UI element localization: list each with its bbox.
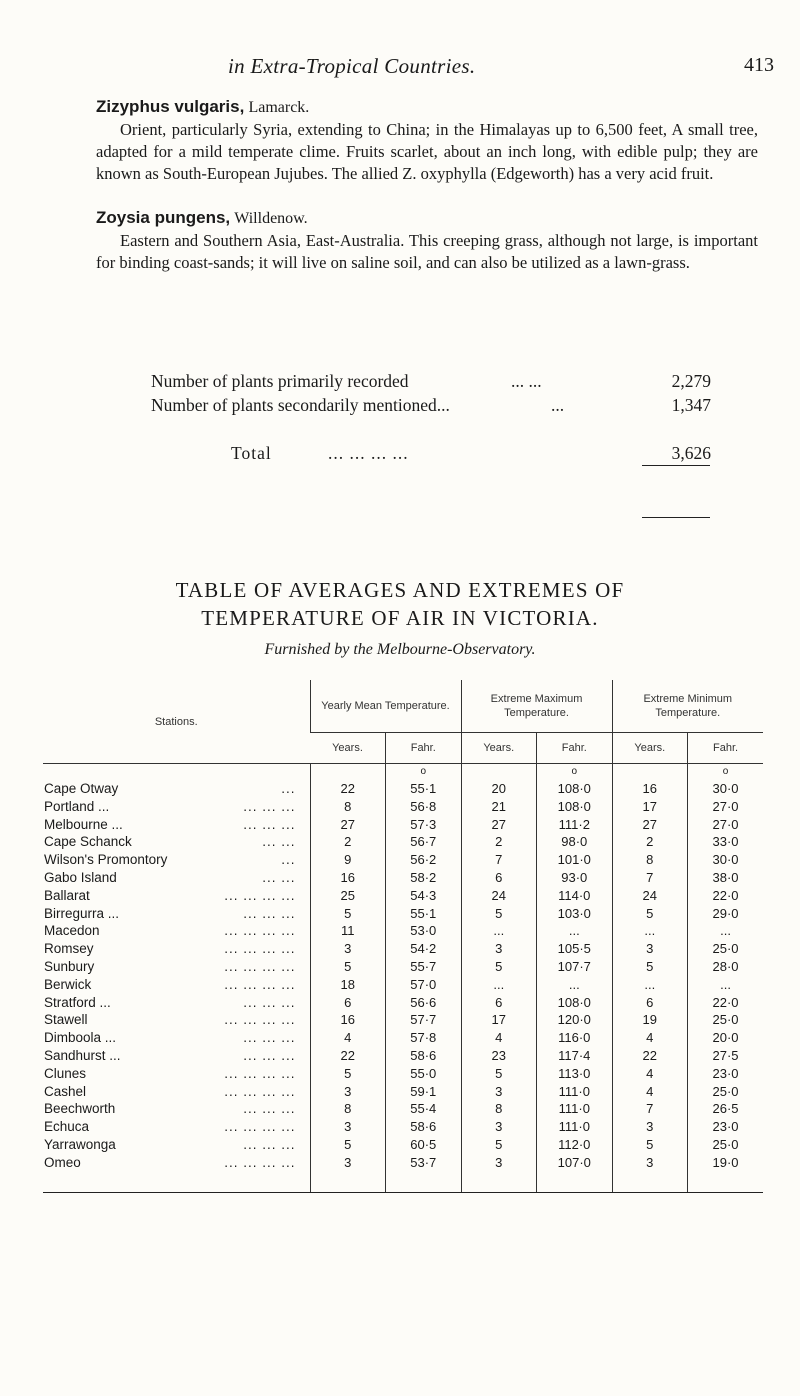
min-fahr-cell: 27·0 [688,816,764,834]
leader-dots: ... [281,852,296,868]
count-value: 2,279 [671,371,711,391]
max-fahr-cell: 93·0 [537,869,613,887]
min-years-cell: 24 [612,887,688,905]
min-years-cell: ... [612,976,688,994]
min-years-cell: 5 [612,905,688,923]
station-name: Cashel [44,1083,87,1099]
max-fahr-cell: 111·2 [537,816,613,834]
min-fahr-cell: 25·0 [688,1136,764,1154]
station-name: Sandhurst ... [44,1047,121,1063]
max-fahr-cell: ... [537,976,613,994]
table-row [43,1154,763,1192]
leader-dots: ... ... ... ... [224,1154,296,1170]
table-title-line2: TEMPERATURE OF AIR IN VICTORIA. [201,606,599,630]
max-years-cell: 2 [461,833,537,851]
station-cell [43,1083,310,1101]
max-years-cell: 3 [461,1118,537,1136]
mean-years-cell: 22 [310,1047,386,1065]
min-years-cell: 5 [612,1136,688,1154]
leader-dots: ... ... ... ... [224,923,296,939]
table-title-line1: TABLE OF AVERAGES AND EXTREMES OF [175,578,625,602]
entry-zizyphus [96,96,758,185]
min-fahr-cell: 38·0 [688,869,764,887]
station-cell [43,1154,310,1192]
total-value: 3,626 [671,443,711,463]
mean-years-cell: 2 [310,833,386,851]
table-row [43,816,763,834]
station-name: Macedon [44,923,100,939]
station-cell [43,994,310,1012]
station-name: Stratford ... [44,994,111,1010]
table-body [43,764,763,1192]
col-years: Years. [310,733,386,764]
station-name: Clunes [44,1065,87,1081]
mean-years-cell: 3 [310,1154,386,1192]
max-years-cell: 6 [461,994,537,1012]
count-secondary [151,395,711,419]
max-fahr-cell: 111·0 [537,1100,613,1118]
mean-fahr-cell: 57·8 [386,1029,462,1047]
max-fahr-cell: 101·0 [537,851,613,869]
leader-dots: ... ... ... ... [224,1065,296,1081]
entry-zoysia [96,207,758,274]
min-years-cell: 16 [612,780,688,798]
mean-fahr-cell: 55·4 [386,1100,462,1118]
max-years-cell: 21 [461,798,537,816]
min-fahr-cell: 27·5 [688,1047,764,1065]
leader-dots: ... ... ... [243,994,296,1010]
mean-fahr-cell: 55·1 [386,905,462,923]
mean-fahr-cell: 60·5 [386,1136,462,1154]
mean-fahr-cell: 57·0 [386,976,462,994]
leader-dots: ... ... ... ... [224,941,296,957]
min-years-cell: 7 [612,869,688,887]
count-label: Number of plants primarily recorded [151,371,409,391]
mean-years-cell: 3 [310,1083,386,1101]
station-name: Stawell [44,1012,88,1028]
min-years-cell: 6 [612,994,688,1012]
max-fahr-cell: 108·0 [537,798,613,816]
max-years-cell: 23 [461,1047,537,1065]
mean-years-cell: 5 [310,905,386,923]
leader-dots: ... ... ... [243,905,296,921]
max-fahr-cell: 120·0 [537,1011,613,1029]
min-fahr-cell: 25·0 [688,940,764,958]
min-fahr-cell: 20·0 [688,1029,764,1047]
station-name: Cape Otway [44,781,119,796]
min-years-cell: 2 [612,833,688,851]
leader-dots: ... ... ... ... [224,1083,296,1099]
min-years-cell: 4 [612,1029,688,1047]
station-name: Ballarat [44,887,90,903]
station-name: Yarrawonga [44,1136,116,1152]
leader-dots: ... [551,395,565,415]
station-cell [43,1047,310,1065]
table-source: Furnished by the Melbourne-Observatory. [264,641,536,658]
max-years-cell: 20 [461,780,537,798]
max-fahr-cell: ... [537,922,613,940]
table-row [43,1047,763,1065]
count-total [151,443,711,467]
max-years-cell: 5 [461,905,537,923]
mean-fahr-cell: 56·6 [386,994,462,1012]
entry-heading [96,96,758,119]
table-row [43,976,763,994]
count-label: Number of plants secondarily mentioned... [151,395,450,415]
max-years-cell: ... [461,976,537,994]
leader-dots: ... ... ... [243,798,296,814]
max-years-cell: 3 [461,1083,537,1101]
min-fahr-cell: 29·0 [688,905,764,923]
leader-dots: ... ... [262,834,296,850]
table-row [43,1011,763,1029]
table-row [43,1100,763,1118]
station-name: Cape Schanck [44,834,132,850]
table-row [43,1083,763,1101]
station-cell [43,887,310,905]
col-years: Years. [612,733,688,764]
table-row [43,958,763,976]
degree-mark: o [386,764,462,781]
max-years-cell: 24 [461,887,537,905]
leader-dots: ... ... ... [243,1030,296,1046]
mean-years-cell: 5 [310,1065,386,1083]
station-name: Sunbury [44,958,95,974]
entry-name: Zoysia pungens, [96,208,231,227]
max-years-cell: 5 [461,1136,537,1154]
count-value: 1,347 [671,395,711,415]
max-fahr-cell: 113·0 [537,1065,613,1083]
mean-years-cell: 8 [310,1100,386,1118]
station-cell [43,1136,310,1154]
mean-fahr-cell: 55·7 [386,958,462,976]
mean-fahr-cell: 53·7 [386,1154,462,1192]
table-row [43,869,763,887]
mean-years-cell: 25 [310,887,386,905]
max-years-cell: 5 [461,1065,537,1083]
mean-years-cell: 4 [310,1029,386,1047]
station-cell [43,976,310,994]
mean-fahr-cell: 58·2 [386,869,462,887]
leader-dots: ... ... ... [243,816,296,832]
station-cell [43,816,310,834]
extreme-max-header: Extreme Maximum Temperature. [461,680,612,733]
max-years-cell: 5 [461,958,537,976]
leader-dots: ... ... ... ... [224,976,296,992]
mean-fahr-cell: 57·3 [386,816,462,834]
mean-years-cell: 9 [310,851,386,869]
station-cell [43,922,310,940]
mean-fahr-cell: 54·2 [386,940,462,958]
max-fahr-cell: 111·0 [537,1083,613,1101]
temperature-table [43,680,763,1193]
min-fahr-cell: 28·0 [688,958,764,976]
leader-dots: ... ... ... ... [224,958,296,974]
min-fahr-cell: 27·0 [688,798,764,816]
leader-dots: ... ... ... ... [224,887,296,903]
station-name: Wilson's Promontory [44,852,168,868]
sum-rule-top [642,465,710,466]
min-fahr-cell: 23·0 [688,1065,764,1083]
min-fahr-cell: 22·0 [688,887,764,905]
mean-years-cell: 3 [310,940,386,958]
table-row [43,851,763,869]
min-fahr-cell: 30·0 [688,780,764,798]
station-name: Birregurra ... [44,905,120,921]
mean-years-cell: 18 [310,976,386,994]
max-years-cell: 17 [461,1011,537,1029]
station-cell [43,851,310,869]
mean-fahr-cell: 58·6 [386,1047,462,1065]
max-years-cell: 8 [461,1100,537,1118]
degree-mark: o [537,764,613,781]
leader-dots: ... ... ... ... [224,1119,296,1135]
max-fahr-cell: 116·0 [537,1029,613,1047]
mean-fahr-cell: 53·0 [386,922,462,940]
table-row [43,994,763,1012]
leader-dots: ... ... ... ... [328,443,409,463]
col-fahr: Fahr. [386,733,462,764]
mean-years-cell: 5 [310,1136,386,1154]
station-cell [43,1065,310,1083]
max-years-cell: 6 [461,869,537,887]
leader-dots: ... ... ... [243,1047,296,1063]
table-row [43,1065,763,1083]
leader-dots: ... ... ... [243,1136,296,1152]
min-fahr-cell: 19·0 [688,1154,764,1192]
mean-fahr-cell: 57·7 [386,1011,462,1029]
max-fahr-cell: 114·0 [537,887,613,905]
mean-years-cell: 6 [310,994,386,1012]
station-name: Berwick [44,976,92,992]
table-row [43,887,763,905]
min-fahr-cell: 25·0 [688,1083,764,1101]
max-fahr-cell: 103·0 [537,905,613,923]
station-name: Beechworth [44,1101,116,1117]
min-fahr-cell: 25·0 [688,1011,764,1029]
mean-fahr-cell: 59·1 [386,1083,462,1101]
station-cell [43,833,310,851]
table-row [43,922,763,940]
max-fahr-cell: 117·4 [537,1047,613,1065]
degree-row [43,764,763,781]
station-cell [43,1011,310,1029]
mean-fahr-cell: 58·6 [386,1118,462,1136]
station-cell [43,798,310,816]
mean-fahr-cell: 56·7 [386,833,462,851]
mean-fahr-cell: 54·3 [386,887,462,905]
max-fahr-cell: 108·0 [537,780,613,798]
mean-fahr-cell: 55·0 [386,1065,462,1083]
min-fahr-cell: 22·0 [688,994,764,1012]
station-cell [43,869,310,887]
extreme-min-header: Extreme Minimum Temperature. [612,680,763,733]
leader-dots: ... ... [511,371,542,391]
degree-mark: o [688,764,764,781]
station-name: Portland ... [44,798,110,814]
leader-dots: ... ... [262,869,296,885]
page-number: 413 [744,54,774,76]
max-fahr-cell: 98·0 [537,833,613,851]
min-years-cell: 3 [612,1154,688,1192]
entry-authority: Lamarck. [248,99,310,116]
table-row [43,1029,763,1047]
max-years-cell: 3 [461,940,537,958]
station-cell [43,780,310,798]
max-fahr-cell: 105·5 [537,940,613,958]
leader-dots: ... [281,781,296,796]
min-years-cell: 5 [612,958,688,976]
min-fahr-cell: 33·0 [688,833,764,851]
entry-text: Eastern and Southern Asia, East-Australia. This creeping grass, although not large, is important for binding coast-sands; it will live on saline soil, and can also be utilized as a lawn-grass. [96,231,758,272]
plant-counts [151,371,711,467]
page-header [0,50,800,80]
mean-years-cell: 8 [310,798,386,816]
col-fahr: Fahr. [688,733,764,764]
min-years-cell: 4 [612,1065,688,1083]
entry-heading [96,207,758,230]
mean-years-cell: 16 [310,869,386,887]
station-cell [43,940,310,958]
running-title: in Extra-Tropical Countries. [228,54,476,78]
station-cell [43,1100,310,1118]
min-fahr-cell: ... [688,922,764,940]
min-fahr-cell: 30·0 [688,851,764,869]
mean-fahr-cell: 55·1 [386,780,462,798]
entry-name: Zizyphus vulgaris, [96,97,245,116]
station-name: Dimboola ... [44,1030,117,1046]
min-years-cell: 17 [612,798,688,816]
col-years: Years. [461,733,537,764]
min-fahr-cell: 23·0 [688,1118,764,1136]
mean-fahr-cell: 56·8 [386,798,462,816]
min-years-cell: 19 [612,1011,688,1029]
count-primary [151,371,711,395]
mean-years-cell: 27 [310,816,386,834]
min-years-cell: 27 [612,816,688,834]
mean-fahr-cell: 56·2 [386,851,462,869]
table-row [43,1136,763,1154]
total-label: Total [231,443,272,463]
leader-dots: ... ... ... ... [224,1012,296,1028]
min-years-cell: 3 [612,940,688,958]
max-years-cell: ... [461,922,537,940]
min-fahr-cell: ... [688,976,764,994]
station-name: Romsey [44,941,94,957]
table-row [43,1118,763,1136]
table-row [43,798,763,816]
mean-years-cell: 5 [310,958,386,976]
mean-years-cell: 3 [310,1118,386,1136]
station-cell [43,905,310,923]
min-years-cell: 8 [612,851,688,869]
table-row [43,833,763,851]
station-cell [43,1118,310,1136]
entry-authority: Willdenow. [234,210,308,227]
stations-header: Stations. [43,680,310,764]
yearly-mean-header: Yearly Mean Temperature. [310,680,461,733]
station-name: Melbourne ... [44,816,123,832]
station-name: Omeo [44,1154,81,1170]
min-years-cell: ... [612,922,688,940]
max-years-cell: 3 [461,1154,537,1192]
table-row [43,780,763,798]
col-fahr: Fahr. [537,733,613,764]
min-years-cell: 3 [612,1118,688,1136]
table-row [43,940,763,958]
mean-years-cell: 22 [310,780,386,798]
max-fahr-cell: 112·0 [537,1136,613,1154]
min-years-cell: 22 [612,1047,688,1065]
station-cell [43,1029,310,1047]
max-fahr-cell: 107·0 [537,1154,613,1192]
min-years-cell: 7 [612,1100,688,1118]
max-fahr-cell: 111·0 [537,1118,613,1136]
min-fahr-cell: 26·5 [688,1100,764,1118]
mean-years-cell: 11 [310,922,386,940]
leader-dots: ... ... ... [243,1101,296,1117]
sum-rule-bottom [642,517,710,518]
max-years-cell: 27 [461,816,537,834]
entry-text: Orient, particularly Syria, extending to China; in the Himalayas up to 6,500 feet, A small tree, adapted for a mild temperate clime. Fruits scarlet, about an inch long, with edible pulp; they are known as South-European Jujubes. The allied Z. oxyphylla (Edgeworth) has a very acid fruit. [96,120,758,183]
max-fahr-cell: 108·0 [537,994,613,1012]
station-cell [43,958,310,976]
max-years-cell: 7 [461,851,537,869]
table-row [43,905,763,923]
station-name: Gabo Island [44,869,117,885]
station-name: Echuca [44,1119,90,1135]
table-bottom-rule [43,1192,763,1193]
max-fahr-cell: 107·7 [537,958,613,976]
max-years-cell: 4 [461,1029,537,1047]
min-years-cell: 4 [612,1083,688,1101]
mean-years-cell: 16 [310,1011,386,1029]
